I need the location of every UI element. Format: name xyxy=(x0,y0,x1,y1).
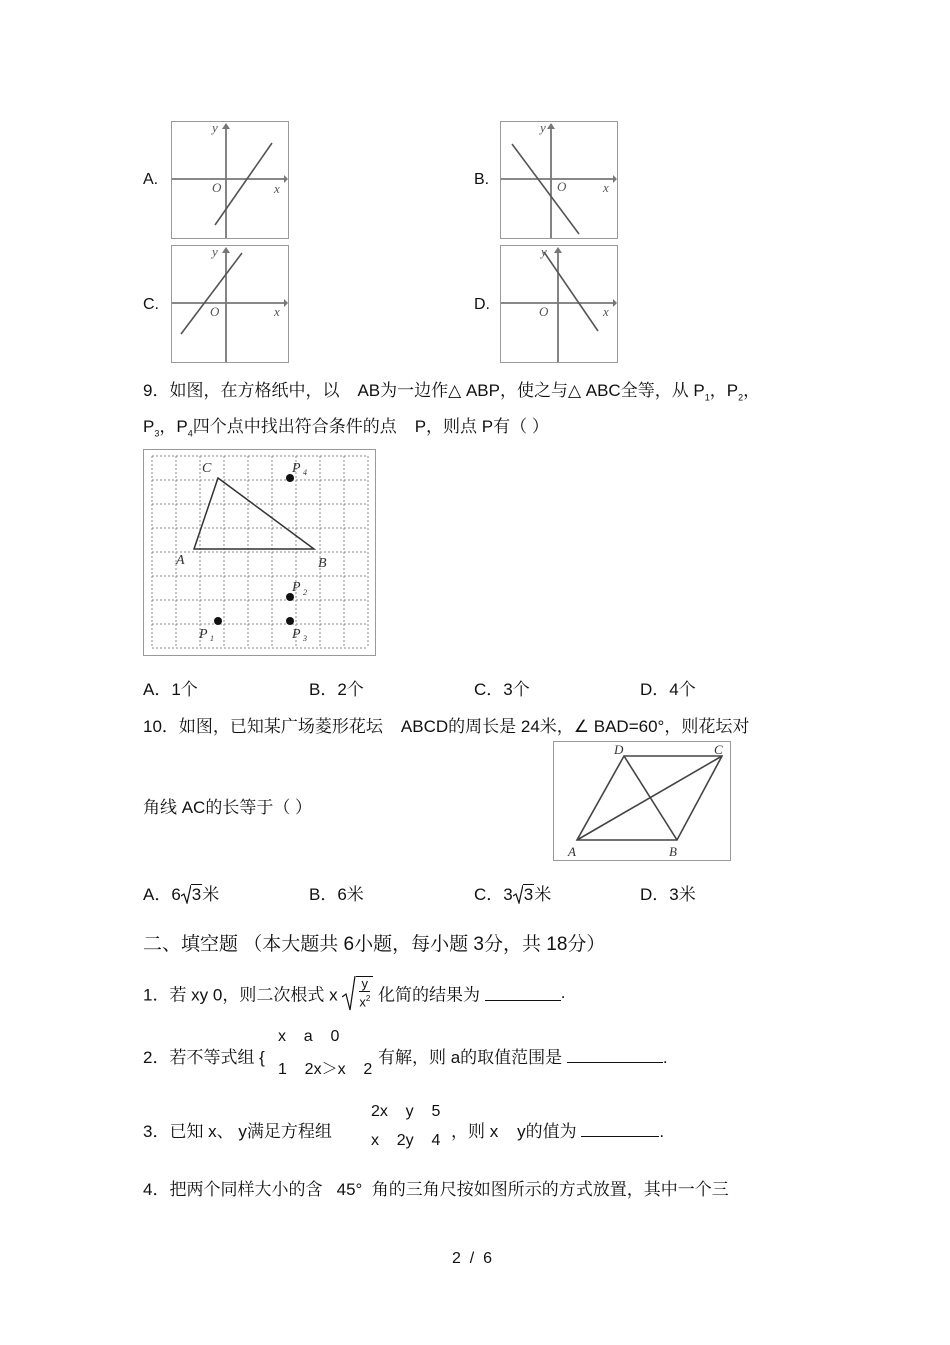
vertex-d-label: D xyxy=(614,742,624,757)
question-10-line-2: 角线 AC的长等于（ ） xyxy=(143,798,313,817)
question-9-line-1 xyxy=(143,376,760,402)
point-b-label: B xyxy=(318,556,327,571)
choice-text: C．3 xyxy=(474,885,513,904)
graph-option-c xyxy=(171,245,289,363)
graph-option-a xyxy=(171,121,289,239)
subscript: 2 xyxy=(303,588,307,597)
vertex-a-label: A xyxy=(568,844,576,859)
section-2-title: 二、填空题 （本大题共 6小题，每小题 3分，共 18分） xyxy=(143,934,606,955)
fill-question-4: 4．把两个同样大小的含 45° 角的三角尺按如图所示的方式放置，其中一个三 xyxy=(143,1180,729,1199)
sqrt-fraction xyxy=(342,975,373,1011)
question-9-text: ， xyxy=(743,381,761,400)
subscript: 3 xyxy=(303,634,307,643)
y-axis-label: y xyxy=(212,122,218,135)
fill-question-2 xyxy=(143,1043,265,1068)
point-p3-label: P xyxy=(292,627,301,642)
origin-label: O xyxy=(210,304,220,319)
subscript: 4 xyxy=(187,428,193,439)
system-bottom: x 2y 4 xyxy=(371,1132,441,1149)
option-a-label: A. xyxy=(143,171,159,188)
choice-d: D．4个 xyxy=(640,680,696,699)
choice-a xyxy=(143,880,219,905)
fraction-denominator: x xyxy=(359,994,366,1010)
subscript: 1 xyxy=(704,392,710,403)
fraction-numerator: y xyxy=(359,977,370,992)
question-9-text: 四个点中找出符合条件的点 xyxy=(192,417,397,436)
choice-text: 米 xyxy=(534,885,552,904)
choice-a: A．1个 xyxy=(143,680,198,699)
point-p4-label: P xyxy=(292,461,301,476)
exponent: 2 xyxy=(365,994,371,1004)
x-axis-label: x xyxy=(603,180,609,195)
y-axis-label: y xyxy=(541,246,547,259)
fill-question-3 xyxy=(143,1117,332,1142)
fill-q3-text: 3．已知 x、 y满足方程组 xyxy=(143,1122,332,1141)
origin-label: O xyxy=(539,304,549,319)
question-9-text: AB为一边作△ ABP，使之与△ ABC全等，从 P xyxy=(357,381,705,400)
grid-figure xyxy=(143,449,376,656)
choice-c: C．3个 xyxy=(474,680,530,699)
question-9-text: ，P xyxy=(709,381,739,400)
question-9-text: ，P xyxy=(159,417,188,436)
fill-q2-text: 2．若不等式组 { xyxy=(143,1048,265,1067)
x-axis-label: x xyxy=(274,181,280,196)
subscript: 2 xyxy=(738,392,744,403)
x-axis-label: x xyxy=(603,304,609,319)
answer-blank[interactable] xyxy=(567,1048,663,1063)
origin-label: O xyxy=(557,179,567,194)
fill-q1-text: 化简的结果为 xyxy=(378,985,481,1005)
question-9-text: 9．如图，在方格纸中，以 xyxy=(143,381,340,400)
option-b-label: B. xyxy=(474,171,490,188)
point-a-label: A xyxy=(176,553,185,568)
choice-d: D．3米 xyxy=(640,885,696,904)
fill-question-1: 1．若 xy 0，则二次根式 x $\frac{y}{x^2}$ 化简的结果为 . xyxy=(143,976,566,1010)
origin-label: O xyxy=(212,180,222,195)
inequality-bottom: 1 2x＞x 2 xyxy=(278,1061,373,1078)
point-p2-label: P xyxy=(292,580,301,595)
fill-question-2-tail: 有解，则 a的取值范围是 . xyxy=(378,1048,668,1067)
answer-blank[interactable] xyxy=(485,986,561,1001)
point-c-label: C xyxy=(202,461,212,476)
fill-q3-text: ，则 x y的值为 xyxy=(451,1122,577,1141)
vertex-c-label: C xyxy=(714,742,723,757)
rhombus-figure xyxy=(553,741,731,861)
choice-text: A．6 xyxy=(143,885,181,904)
sqrt-radicand: 3 xyxy=(191,885,202,904)
inequality-top: x a 0 xyxy=(278,1028,340,1045)
question-9-text: P xyxy=(143,417,155,436)
point-p1-label: P xyxy=(199,627,208,642)
sqrt-radicand: 3 xyxy=(523,885,534,904)
x-axis-label: x xyxy=(274,304,280,319)
sqrt-symbol xyxy=(513,884,534,905)
system-top: 2x y 5 xyxy=(371,1103,441,1120)
answer-blank[interactable] xyxy=(581,1122,659,1137)
choice-c xyxy=(474,880,551,905)
question-9-text: P，则点 P有（ ） xyxy=(414,417,549,436)
question-10-text: ABCD的周长是 24米，∠ BAD=60°，则花坛对 xyxy=(400,717,750,736)
y-axis-label: y xyxy=(540,122,546,135)
question-9-line-2 xyxy=(143,412,549,438)
page-number: 2 / 6 xyxy=(452,1250,493,1267)
fill-q2-text: 有解，则 a的取值范围是 xyxy=(378,1048,563,1067)
subscript: 3 xyxy=(154,428,160,439)
question-10-text: 10．如图，已知某广场菱形花坛 xyxy=(143,717,383,736)
question-10-line-1 xyxy=(143,712,749,737)
option-c-label: C. xyxy=(143,296,159,313)
subscript: 1 xyxy=(210,634,214,643)
y-axis-label: y xyxy=(212,246,218,259)
graph-option-d xyxy=(500,245,618,363)
vertex-b-label: B xyxy=(669,844,677,859)
graph-option-b xyxy=(500,121,618,239)
fill-question-3-tail: ，则 x y的值为 . xyxy=(451,1122,665,1141)
choice-b: B．2个 xyxy=(309,680,364,699)
choice-text: 米 xyxy=(202,885,220,904)
option-d-label: D. xyxy=(474,296,490,313)
choice-b: B．6米 xyxy=(309,885,364,904)
fill-q1-text: 1．若 xy 0，则二次根式 x xyxy=(143,985,338,1005)
sqrt-symbol xyxy=(181,884,202,905)
subscript: 4 xyxy=(303,468,307,477)
